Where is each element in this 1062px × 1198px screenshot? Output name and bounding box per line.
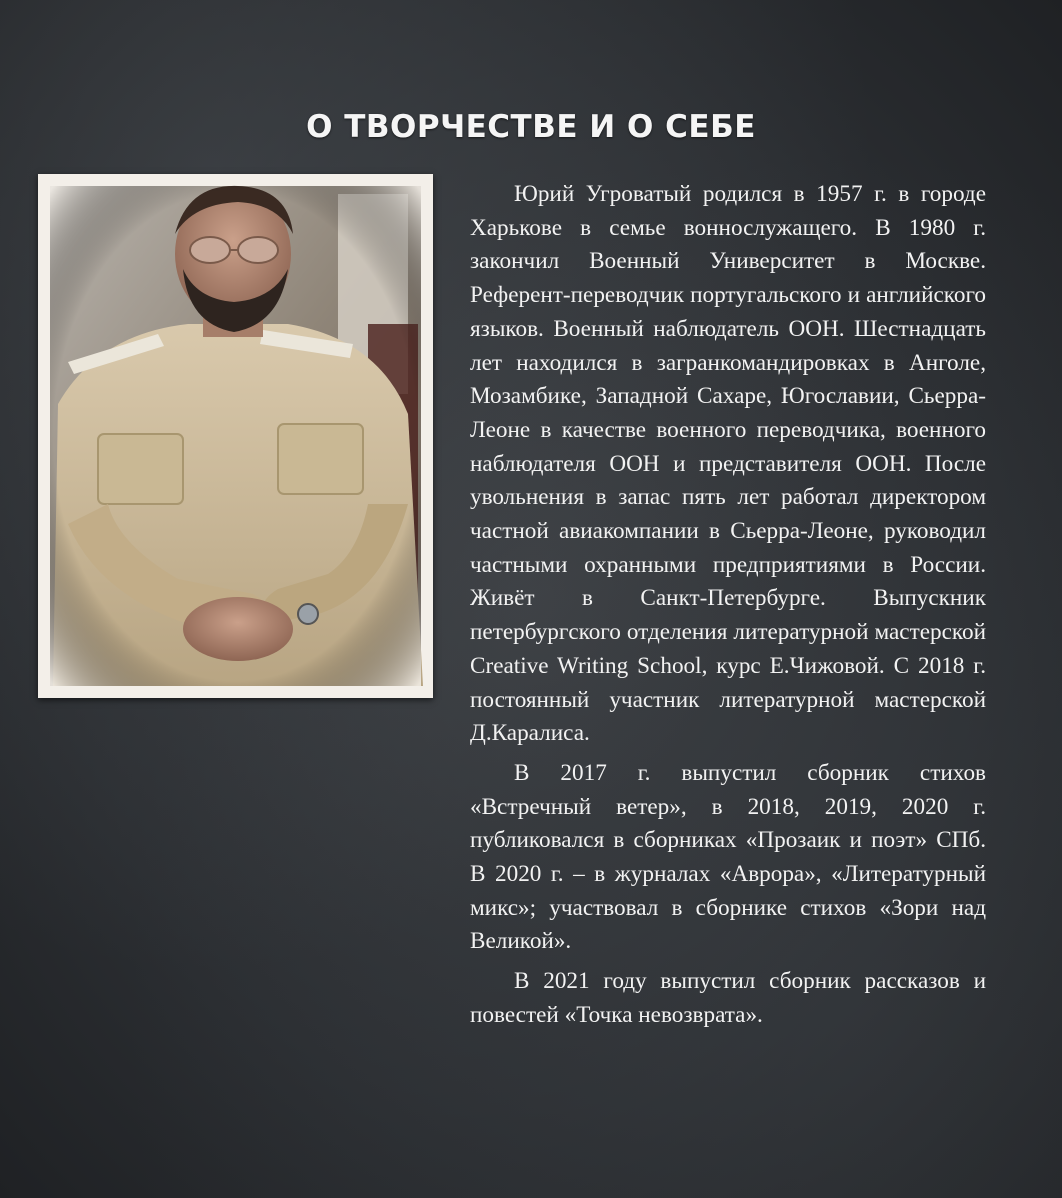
page-title: О ТВОРЧЕСТВЕ И О СЕБЕ: [306, 108, 756, 145]
author-portrait-image: [38, 174, 433, 698]
biography-paragraph: В 2021 году выпустил сборник рассказов и повестей «Точка невозврата».: [470, 968, 986, 1028]
biography-text: [470, 178, 986, 1033]
biography-paragraph: Юрий Угроватый родился в 1957 г. в городе Харькове в семье воннослужащего. В 1980 г. закончил Военный Университет в Москве. Референт-переводчик португальского и английского языков. Военный наблюдатель ООН. Шестнадцать лет находился в загранкомандировках в Анголе, Мозамбике, Западной Сахаре, Югославии, Сьерра-Леоне в качестве военного переводчика, военного наблюдателя ООН и представителя ООН. После увольнения в запас пять лет работал директором частной авиакомпании в Сьерра-Леоне, руководил частными охранными предприятиями в России. Живёт в Санкт-Петербурге. Выпускник петербургского отделения литературной мастерской Creative Writing School, курс Е.Чижовой. С 2018 г. постоянный участник литературной мастерской Д.Каралиса.: [470, 181, 986, 747]
author-photo: [38, 174, 433, 698]
biography-paragraph: В 2017 г. выпустил сборник стихов «Встречный ветер», в 2018, 2019, 2020 г. публиковался в сборниках «Прозаик и поэт» СПб. В 2020 г. – в журналах «Аврора», «Литературный микс»; участвовал в сборнике стихов «Зори над Великой».: [470, 759, 986, 955]
